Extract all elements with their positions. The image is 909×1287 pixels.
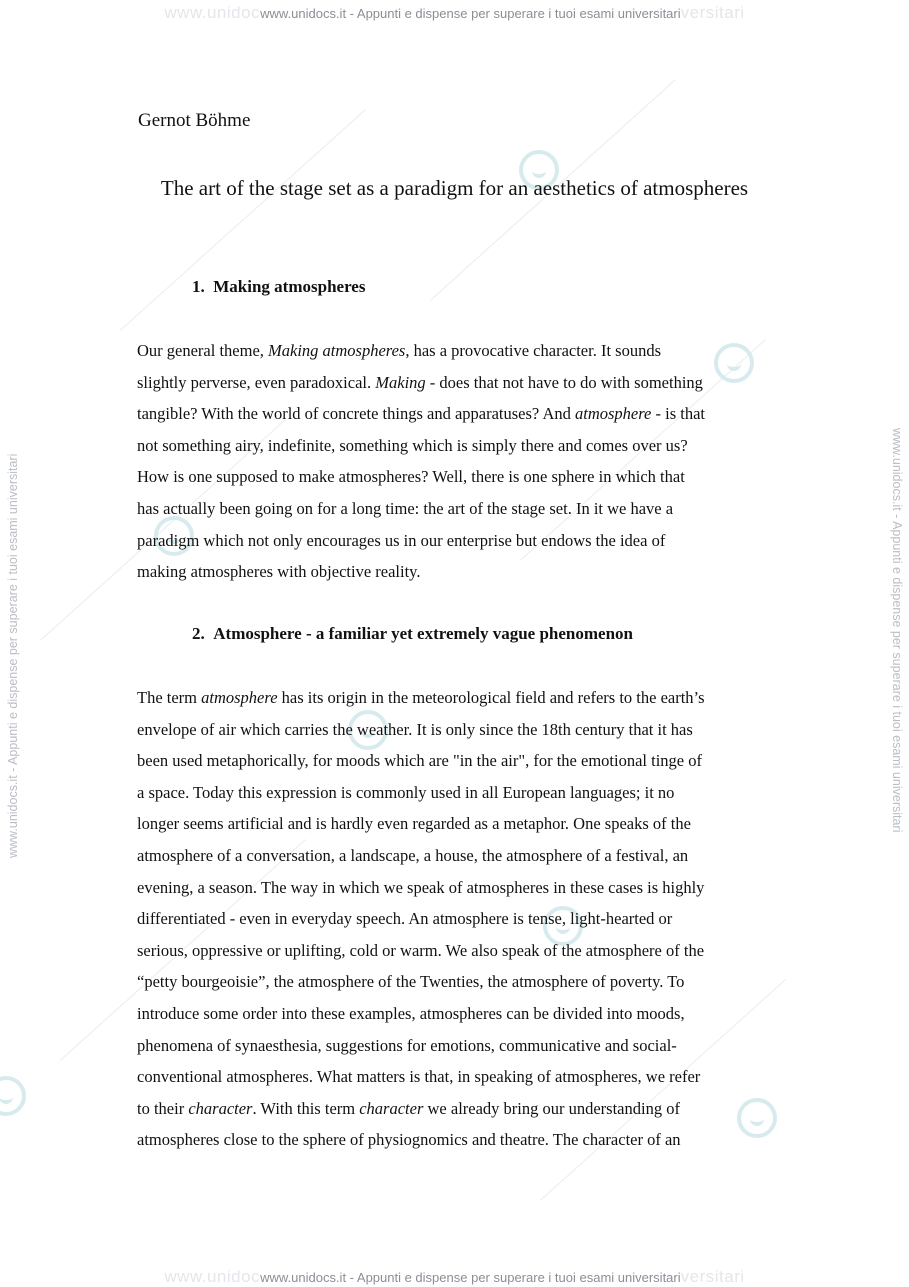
text-run: atmosphere of a conversation, a landscape, a house, the atmosphere of a festival, an — [137, 845, 689, 865]
section-title: Atmosphere - a familiar yet extremely vague phenomenon — [213, 624, 633, 643]
text-run: introduce some order into these examples, atmospheres can be divided into moods, — [137, 1003, 685, 1023]
italic-term: atmosphere — [574, 404, 652, 424]
text-line — [137, 461, 777, 493]
watermark-faint-right: versitari — [680, 3, 745, 22]
section-title: Making atmospheres — [213, 277, 366, 296]
watermark-side-text: www.unidocs.it - Appunti e dispense per superare i tuoi esami universitari — [890, 428, 904, 833]
text-run: paradigm which not only encourages us in our enterprise but endows the idea of — [137, 530, 666, 550]
text-run: atmospheres close to the sphere of physiognomics and theatre. The character of an — [137, 1130, 681, 1150]
italic-term: character — [359, 1098, 424, 1118]
text-line — [137, 1061, 777, 1093]
text-line — [137, 525, 777, 557]
text-line — [137, 335, 777, 367]
text-run: differentiated - even in everyday speech. An atmosphere is tense, light-hearted or — [137, 909, 673, 929]
text-run: . With this term — [252, 1098, 360, 1118]
watermark-faint-right: versitari — [680, 1267, 745, 1286]
author-name: Gernot Böhme — [138, 110, 251, 131]
italic-term: atmosphere — [201, 688, 278, 707]
text-run: serious, oppressive or uplifting, cold or warm. We also speak of the atmosphere of the — [137, 940, 705, 960]
text-line — [137, 998, 777, 1030]
text-run: has actually been going on for a long time: the art of the stage set. In it we have a — [137, 498, 674, 518]
watermark-side-text: www.unidocs.it - Appunti e dispense per superare i tuoi esami universitari — [6, 453, 20, 858]
text-line — [137, 966, 777, 998]
document-title: The art of the stage set as a paradigm for an aesthetics of atmospheres — [160, 176, 749, 200]
text-run: we already bring our understanding of — [423, 1098, 680, 1118]
section-heading — [192, 624, 633, 644]
text-run: has its origin in the meteorological field and refers to the earth’s — [277, 688, 705, 707]
text-run: a space. Today this expression is commonly used in all European languages; it no — [137, 782, 675, 802]
text-line — [137, 840, 777, 872]
text-run: tangible? With the world of concrete things and apparatuses? And — [137, 404, 575, 424]
text-line — [137, 903, 777, 935]
text-line — [137, 398, 777, 430]
text-run: “petty bourgeoisie”, the atmosphere of the Twenties, the atmosphere of poverty. To — [137, 972, 685, 992]
text-run: - is that — [651, 404, 705, 424]
text-line — [137, 745, 777, 777]
text-run: envelope of air which carries the weather. It is only since the 18th century that it has — [137, 719, 693, 739]
text-run: conventional atmospheres. What matters is that, in speaking of atmospheres, we refer — [137, 1067, 701, 1087]
text-line — [137, 714, 777, 746]
text-run: How is one supposed to make atmospheres? Well, there is one sphere in which that — [137, 467, 685, 487]
text-run: evening, a season. The way in which we speak of atmospheres in these cases is highly — [137, 877, 705, 897]
text-line — [137, 1124, 777, 1156]
text-run: been used metaphorically, for moods which are "in the air", for the emotional tinge of — [137, 751, 702, 771]
text-line — [137, 872, 777, 904]
unidocs-logo-icon — [0, 1076, 26, 1116]
paragraph-atmosphere-phenomenon — [137, 682, 777, 1156]
text-run: , has a provocative character. It sounds — [405, 341, 662, 360]
text-line — [137, 1093, 777, 1125]
watermark-text: www.unidocs.it - Appunti e dispense per superare i tuoi esami universitari — [260, 1270, 681, 1285]
watermark-footer — [0, 1267, 909, 1287]
watermark-faint-left: www.unidoc — [164, 3, 261, 22]
text-line — [137, 1030, 777, 1062]
text-run: not something airy, indefinite, something which is simply there and comes over us? — [137, 435, 688, 455]
watermark-faint-left: www.unidoc — [164, 1267, 261, 1286]
section-number: 1. — [192, 277, 205, 296]
text-line — [137, 682, 777, 714]
text-run: The term — [137, 688, 202, 707]
text-run: longer seems artificial and is hardly even regarded as a metaphor. One speaks of the — [137, 814, 691, 834]
text-run: Our general theme, — [137, 341, 269, 360]
text-line — [137, 493, 777, 525]
text-line — [137, 808, 777, 840]
italic-term: Making atmospheres — [268, 341, 406, 360]
section-heading — [192, 277, 365, 297]
text-line — [137, 935, 777, 967]
watermark-stripe — [120, 109, 366, 331]
text-line — [137, 430, 777, 462]
text-run: phenomena of synaesthesia, suggestions for emotions, communicative and social- — [137, 1035, 677, 1055]
text-line — [137, 367, 777, 399]
section-number: 2. — [192, 624, 205, 643]
text-line — [137, 556, 777, 588]
text-run: to their — [137, 1098, 189, 1118]
text-run: - does that not have to do with something — [425, 372, 703, 392]
italic-term: Making — [375, 372, 426, 392]
watermark-header — [0, 3, 909, 23]
text-run: making atmospheres with objective reality. — [137, 562, 421, 582]
paragraph-making-atmospheres — [137, 335, 777, 588]
text-run: slightly perverse, even paradoxical. — [137, 372, 376, 392]
text-line — [137, 777, 777, 809]
watermark-text: www.unidocs.it - Appunti e dispense per superare i tuoi esami universitari — [260, 6, 681, 21]
italic-term: character — [188, 1098, 253, 1118]
